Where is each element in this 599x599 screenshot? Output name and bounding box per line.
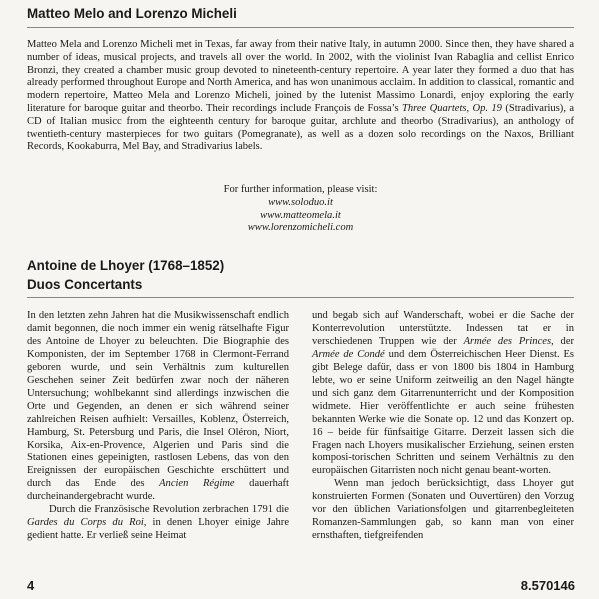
body-paragraph <box>27 504 289 543</box>
text-run: Wenn man jedoch berücksichtigt, dass Lhoyer gut konstruierten Formen (Sonaten und Ouvertüren) den Vorzug vor den üblichen Variationsfolgen und gitarrenbegleiteten Romanzen-Sammlungen gab, so kann man von einer ernsthaften, tiefgreifenden <box>312 478 574 542</box>
contact-block <box>27 184 574 235</box>
bio-paragraph <box>27 39 574 154</box>
italic-title: Gardes du Corps du Roi <box>27 517 144 529</box>
heading-rule <box>27 297 574 298</box>
text-run: dauerhaft durcheinandergebracht wurde. <box>27 478 289 503</box>
website-link-matteomela[interactable]: www.matteomela.it <box>260 209 341 221</box>
text-run: (Stradivarius), a CD of Italian musicc from the eighteenth century for baroque guitar, archlute and theorbo (Stradivarius), an anthology of twentieth-century masterpieces for two guitars (Pomegranate), as well as a dozen solo recordings on the Naxos, Brilliant Records, Kookaburra, Mel Bay, and Stradivarius labels. <box>27 102 575 153</box>
catalog-number: 8.570146 <box>520 578 575 593</box>
text-run: und begab sich auf Wanderschaft, wobei er die Sache der Konterrevolution unterstützte. Indessen tat er in verschiedenen Truppen wie der <box>312 310 574 347</box>
website-link-lorenzomicheli[interactable]: www.lorenzomicheli.com <box>247 222 354 234</box>
italic-title: Three Quartets, Op. 19 <box>402 102 502 114</box>
text-column-left <box>27 310 289 543</box>
text-run: Matteo Mela and Lorenzo Micheli met in Texas, far away from their native Italy, in autumn 2000. Since then, they have shared a number of ideas, musical projects, and travels all over the world. In 2002, with the violinist Ivan Rabaglia and cellist Enrico Bronzi, they created a chamber music group devoted to nineteenth-century repertoire. A year later they formed a duo that has already performed throughout Europe and North America, and has won unanimous acclaim. In addition to classical, romantic and modern repertoire, Matteo Mela and Lorenzo Micheli, joined by the lutenist Massimo Lonardi, enjoy exploring the early literature for baroque guitar and theorbo. Their recordings include François de Fossa’s <box>27 39 574 114</box>
contact-intro: For further information, please visit: <box>223 184 378 195</box>
composer-heading: Antoine de Lhoyer (1768–1852) <box>27 258 225 273</box>
text-run: , der <box>551 335 575 347</box>
work-subtitle: Duos Concertants <box>27 277 143 292</box>
body-paragraph <box>27 310 289 504</box>
heading-rule <box>27 27 574 28</box>
bio-heading: Matteo Melo and Lorenzo Micheli <box>27 6 237 21</box>
text-run: und dem Österreichischen Heer Dienst. Es gibt Belege dafür, dass er von 1800 bis 1804 in Hamburg lebte, wo er seine Uniform zeitweilig an den Nagel hängte und sich ganz dem Gitarrenunterricht und der Komposition widmete. Hier veröffentlichte er auch seine frühesten bekannten Werke wie die Sonate op. 12 und das Konzert op. 16 – beide für fünfsaitige Gitarre. Derzeit lassen sich die Fragen nach Lhoyers musikalischer Erziehung, seinen ersten komposi-torischen Schritten und seinem Verhältnis zu den europäischen Gitarristen noch nicht genau beant-worten. <box>312 348 574 477</box>
body-paragraph <box>312 478 574 543</box>
body-paragraph <box>312 310 574 478</box>
text-run: , in denen Lhoyer einige Jahre gedient hatte. Er verließ seine Heimat <box>27 517 290 542</box>
text-column-right <box>312 310 574 543</box>
italic-title: Armée des Princes <box>463 335 552 347</box>
page-number: 4 <box>27 578 35 593</box>
text-run: In den letzten zehn Jahren hat die Musikwissenschaft endlich damit begonnen, die noch immer ein wenig rätselhafte Figur des Antoine de Lhoyer zu beleuchten. Die Biographie des Komponisten, der im September 1768 in Clermont-Ferrand geboren wurde, und sein Verhältnis zum kulturellen Geschehen seiner Zeit bedürfen zwar noch der näheren Untersuchung; wohlbekannt sind allerdings inzwischen die Orte und Gegenden, an denen er sich während seiner zahlreichen Reisen aufhielt: Versailles, Koblenz, Österreich, Hamburg, St. Petersburg und Paris, die Insel Oléron, Niort, Korsika, Aix-en-Provence, Algerien und Paris sind die Stationen eines gepeinigten, rastlosen Lebens, das von den Ereignissen der europäischen Geschichte erschüttert und durch das Ende des <box>27 310 289 490</box>
italic-title: Armée de Condé <box>312 348 385 360</box>
website-link-soloduo[interactable]: www.soloduo.it <box>268 196 333 208</box>
text-run: Durch die Französische Revolution zerbrachen 1791 die <box>49 504 289 516</box>
italic-title: Ancien Régime <box>159 478 235 490</box>
